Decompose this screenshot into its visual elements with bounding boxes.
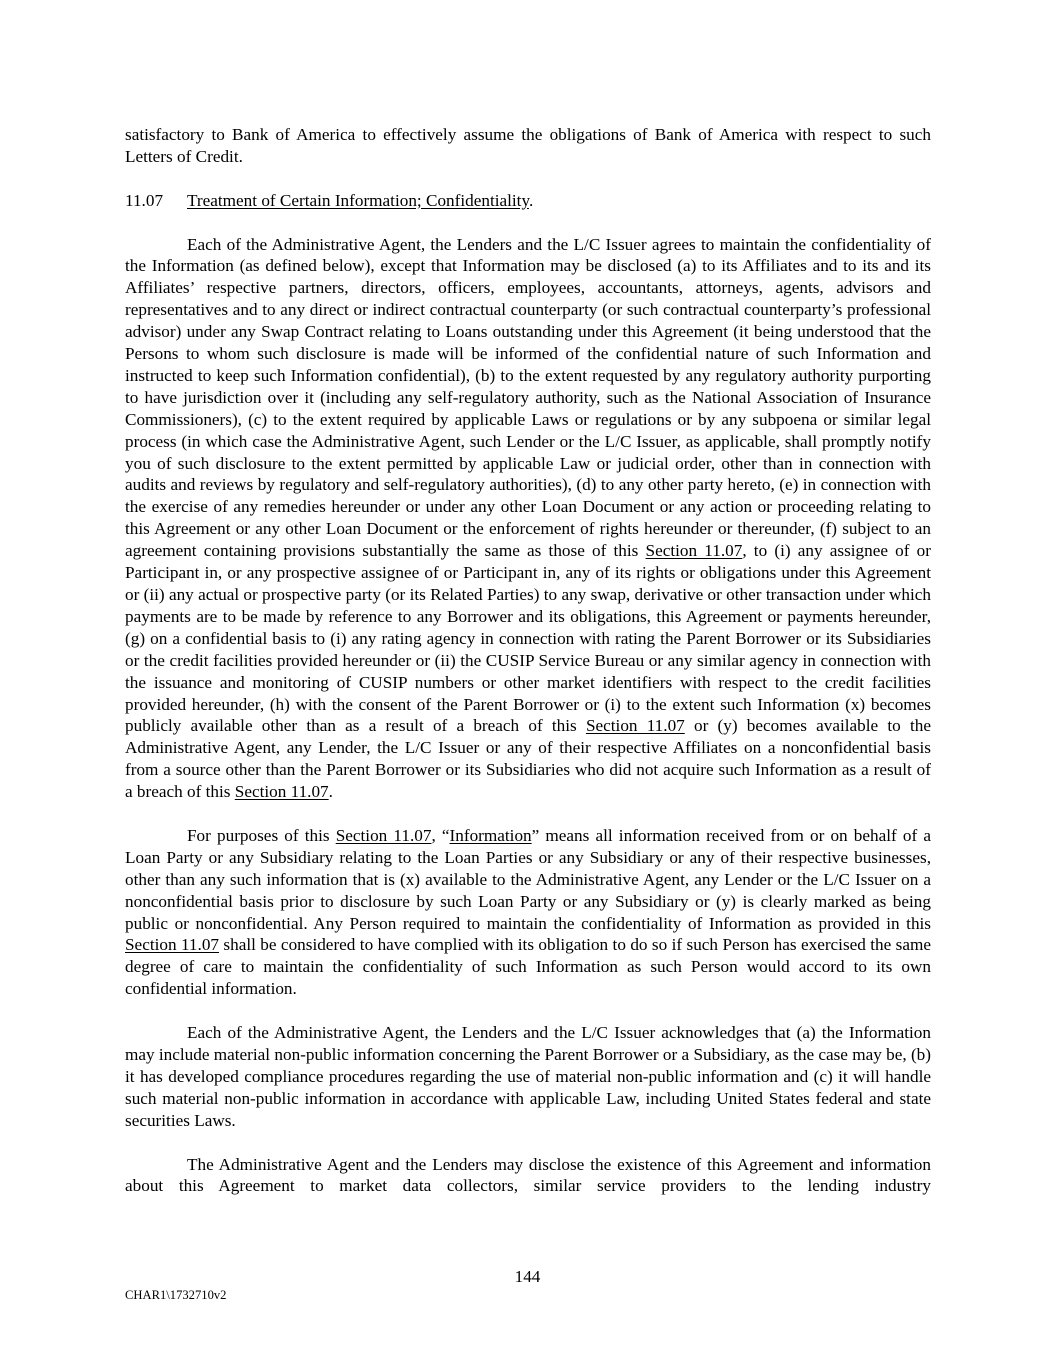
paragraph-text: Each of the Administrative Agent, the Lenders and the L/C Issuer agrees to maintain the confidentiality of the Information (as defined below), except that Information may be disclosed (a) to its Affiliates and to its and its Affiliates’ respective partners, directors, officers, employees, accountants, attorneys, agents, advisors and representatives and to any direct or indirect contractual counterparty (or such contractual counterparty’s professional advisor) under any Swap Contract relating to Loans outstanding under this Agreement (it being understood that the Persons to whom such disclosure is made will be informed of the confidential nature of such Information and instructed to keep such Information confidential), (b) to the extent requested by any regulatory authority purporting to have jurisdiction over it (including any self-regulatory authority, such as the National Association of Insurance Commissioners), (c) to the extent required by applicable Laws or regulations or by any subpoena or similar legal process (in which case the Administrative Agent, such Lender or the L/C Issuer, as applicable, shall promptly notify you of such disclosure to the extent permitted by applicable Law or judicial order, other than in connection with audits and reviews by regulatory and self-regulatory authorities), (d) to any other party hereto, (e) in connection with the exercise of any remedies hereunder or under any other Loan Document or any action or proceeding relating to this Agreement or any other Loan Document or the enforcement of rights hereunder or thereunder, (f) subject to an agreement containing provisions substantially the same as those of this [125,234,931,561]
confidentiality-paragraph [125,234,931,804]
section-reference: Section 11.07 [234,782,329,802]
acknowledgement-paragraph: Each of the Administrative Agent, the Lenders and the L/C Issuer acknowledges that (a) the Information may include material non-public information concerning the Parent Borrower or a Subsidiary, as the case may be, (b) it has developed compliance procedures regarding the use of material non-public information and (c) it will handle such material non-public information in accordance with applicable Law, including United States federal and state securities Laws. [125,1023,931,1130]
section-reference: Section 11.07 [335,825,432,845]
paragraph-text: . [328,782,333,802]
paragraph-text: , to (i) any assignee of or Participant in, or any prospective assignee of or Participant in, any of its rights or obligations under this Agreement or (ii) any actual or prospective party (or its Related Parties) to any swap, derivative or other transaction under which payments are to be made by reference to any Borrower and its obligations, this Agreement or payments hereunder, (g) on a confidential basis to (i) any rating agency in connection with rating the Parent Borrower or its Subsidiaries or the credit facilities provided hereunder or (ii) the CUSIP Service Bureau or any similar agency in connection with the issuance and monitoring of CUSIP numbers or other market identifiers with respect to the credit facilities provided hereunder, (h) with the consent of the Parent Borrower or (i) to the extent such Information (x) becomes publicly available other than as a result of a breach of this [125,541,931,736]
defined-term: Information [449,825,532,845]
document-id: CHAR1\1732710v2 [125,1288,227,1302]
page-number: 144 [514,1267,541,1286]
paragraph-text: For purposes of this [187,825,336,845]
paragraph-text: shall be considered to have complied with its obligation to do so if such Person has exercised the same degree of care to maintain the confidentiality of such Information as such Person would accord to its own confidential information. [125,935,931,999]
section-number: 11.07 [125,190,164,210]
paragraph-text: , “ [431,825,450,845]
section-title: Treatment of Certain Information; Confidentiality [187,190,529,210]
continuation-paragraph: satisfactory to Bank of America to effectively assume the obligations of Bank of America with respect to such Letters of Credit. [125,125,931,166]
section-heading [125,190,931,212]
paragraph-text: or (y) becomes available to the Administrative Agent, any Lender, the L/C Issuer or any of their respective Affiliates on a nonconfidential basis from a source other than the Parent Borrower or its Subsidiaries who did not acquire such Information as a result of a breach of this [125,716,931,802]
information-definition-paragraph [125,825,931,1000]
section-reference: Section 11.07 [125,935,220,955]
section-reference: Section 11.07 [585,716,685,736]
paragraph-text: ” means all information received from or on behalf of a Loan Party or any Subsidiary relating to the Loan Parties or any Subsidiary or any of their respective businesses, other than any such information that is (x) available to the Administrative Agent, any Lender or the L/C Issuer on a nonconfidential basis prior to disclosure by such Loan Party or any Subsidiary or (y) is clearly marked as being public or nonconfidential. Any Person required to maintain the confidentiality of Information as provided in this [125,825,931,933]
section-title-period: . [528,190,534,210]
disclosure-paragraph: The Administrative Agent and the Lenders may disclose the existence of this Agreement and information about this Agreement to market data collectors, similar service providers to the lending industry [125,1154,931,1196]
document-body [125,124,931,1197]
section-reference: Section 11.07 [645,541,743,561]
